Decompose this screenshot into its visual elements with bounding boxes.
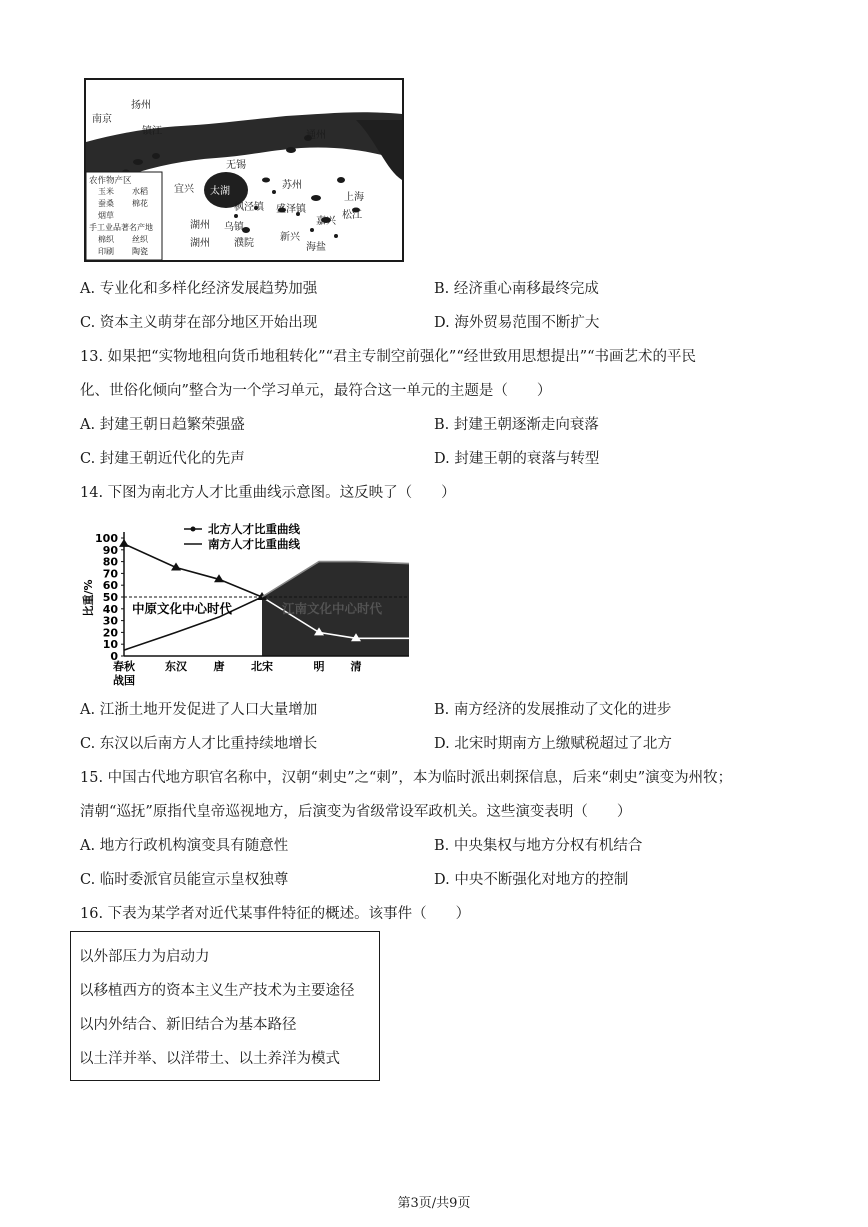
y-tick-label: 40 <box>102 602 118 616</box>
talent-ratio-chart <box>84 518 414 690</box>
legend-item: 玉米 <box>98 187 114 196</box>
place-label: 乌镇 <box>224 222 244 233</box>
legend-north-label: 北方人才比重曲线 <box>208 522 300 536</box>
q14-option-a: A. 江浙土地开发促进了人口大量增加 <box>80 702 318 718</box>
legend-item: 丝织 <box>132 235 148 244</box>
q13-option-b: B. 封建王朝逐渐走向衰落 <box>434 417 599 433</box>
place-label: 盛泽镇 <box>276 204 306 215</box>
y-tick-label: 90 <box>102 543 118 557</box>
y-tick-label: 100 <box>95 532 118 545</box>
y-tick-label: 50 <box>102 591 118 604</box>
x-tick-label: 唐 <box>213 660 225 673</box>
y-tick-label: 30 <box>102 614 118 628</box>
legend-north-marker <box>191 527 196 532</box>
q15-option-c: C. 临时委派官员能宣示皇权独尊 <box>80 872 289 888</box>
place-label: 湖州 <box>190 220 210 231</box>
y-tick-label: 20 <box>102 626 118 640</box>
x-tick-label: 北宋 <box>251 660 273 673</box>
legend-item: 陶瓷 <box>132 247 148 256</box>
annotation-jiangnan: 江南文化中心时代 <box>282 601 383 616</box>
q15-option-b: B. 中央集权与地方分权有机结合 <box>434 838 643 854</box>
place-label: 宜兴 <box>174 184 194 195</box>
q16-stem: 16. 下表为某学者对近代某事件特征的概述。该事件（ ） <box>80 906 471 922</box>
x-tick-label: 战国 <box>113 674 135 687</box>
q14-option-d: D. 北宋时期南方上缴赋税超过了北方 <box>434 736 672 752</box>
legend-item: 蚕桑 <box>98 199 114 208</box>
q12-option-a: A. 专业化和多样化经济发展趋势加强 <box>80 281 318 297</box>
x-tick-label: 明 <box>313 660 325 673</box>
jiangnan-economy-map <box>84 78 404 262</box>
legend-item: 印刷 <box>98 247 114 256</box>
place-label: 嘉兴 <box>316 216 336 227</box>
y-tick-label: 70 <box>102 567 118 581</box>
annotation-central-plains: 中原文化中心时代 <box>132 601 233 616</box>
place-label: 太湖 <box>210 186 230 197</box>
q13-stem-line1: 13. 如果把“实物地租向货币地租转化”“君主专制空前强化”“经世致用思想提出”“书画艺术的平民 <box>80 349 697 365</box>
q12-option-b: B. 经济重心南移最终完成 <box>434 281 599 297</box>
place-label: 新兴 <box>280 232 300 243</box>
y-tick-label: 80 <box>102 555 118 569</box>
legend-item: 水稻 <box>132 187 148 196</box>
q13-option-c: C. 封建王朝近代化的先声 <box>80 451 245 467</box>
y-tick-label: 10 <box>102 638 118 652</box>
q14-option-b: B. 南方经济的发展推动了文化的进步 <box>434 702 672 718</box>
place-label: 海盐 <box>306 242 326 253</box>
x-tick-label: 春秋 <box>113 660 135 673</box>
legend-south-label: 南方人才比重曲线 <box>208 537 300 551</box>
place-label: 松江 <box>342 210 362 221</box>
place-label: 上海 <box>344 192 364 203</box>
legend-item: 烟草 <box>98 211 114 220</box>
q13-option-d: D. 封建王朝的衰落与转型 <box>434 451 600 467</box>
table-row: 以土洋并举、以洋带土、以土养洋为模式 <box>79 1051 340 1067</box>
legend-title: 农作物产区 <box>89 176 132 186</box>
q15-stem-line1: 15. 中国古代地方职官名称中，汉朝“刺史”之“刺”，本为临时派出刺探信息，后来“刺史”演变为州牧； <box>80 770 733 786</box>
y-axis-label: 比重/% <box>82 579 95 617</box>
table-row: 以外部压力为启动力 <box>79 949 210 965</box>
table-row: 以移植西方的资本主义生产技术为主要途径 <box>79 983 355 999</box>
y-tick-label: 60 <box>102 579 118 593</box>
table-row: 以内外结合、新旧结合为基本路径 <box>79 1017 297 1033</box>
place-label: 苏州 <box>282 180 302 191</box>
legend-item: 棉花 <box>132 199 148 208</box>
q15-option-d: D. 中央不断强化对地方的控制 <box>434 872 629 888</box>
north-series-line <box>124 544 262 597</box>
legend-item: 棉织 <box>98 235 114 244</box>
place-label: 湖州 <box>190 238 210 249</box>
legend-title: 手工业品著名产地 <box>89 223 153 232</box>
q13-option-a: A. 封建王朝日趋繁荣强盛 <box>80 417 245 433</box>
x-tick-label: 清 <box>350 660 362 673</box>
place-label: 镇江 <box>142 126 162 137</box>
q12-option-d: D. 海外贸易范围不断扩大 <box>434 315 600 331</box>
q12-option-c: C. 资本主义萌芽在部分地区开始出现 <box>80 315 318 331</box>
place-label: 枫泾镇 <box>234 202 264 213</box>
page-number: 第3页/共9页 <box>397 1196 471 1211</box>
north-series-point <box>119 539 129 547</box>
q14-option-c: C. 东汉以后南方人才比重持续地增长 <box>80 736 318 752</box>
x-tick-label: 东汉 <box>165 660 187 673</box>
q16-feature-table <box>70 931 380 1081</box>
place-label: 扬州 <box>131 100 151 111</box>
q15-option-a: A. 地方行政机构演变具有随意性 <box>80 838 289 854</box>
y-tick-label: 0 <box>110 650 118 663</box>
q15-stem-line2: 清朝“巡抚”原指代皇帝巡视地方，后演变为省级常设军政机关。这些演变表明（ ） <box>80 804 632 820</box>
q14-stem: 14. 下图为南北方人才比重曲线示意图。这反映了（ ） <box>80 485 456 501</box>
place-label: 濮院 <box>234 238 254 249</box>
q13-stem-line2: 化、世俗化倾向”整合为一个学习单元，最符合这一单元的主题是（ ） <box>80 383 552 399</box>
chart-svg <box>84 518 414 690</box>
place-label: 南京 <box>92 114 112 125</box>
place-label: 通州 <box>306 130 326 141</box>
place-label: 无锡 <box>226 160 246 171</box>
